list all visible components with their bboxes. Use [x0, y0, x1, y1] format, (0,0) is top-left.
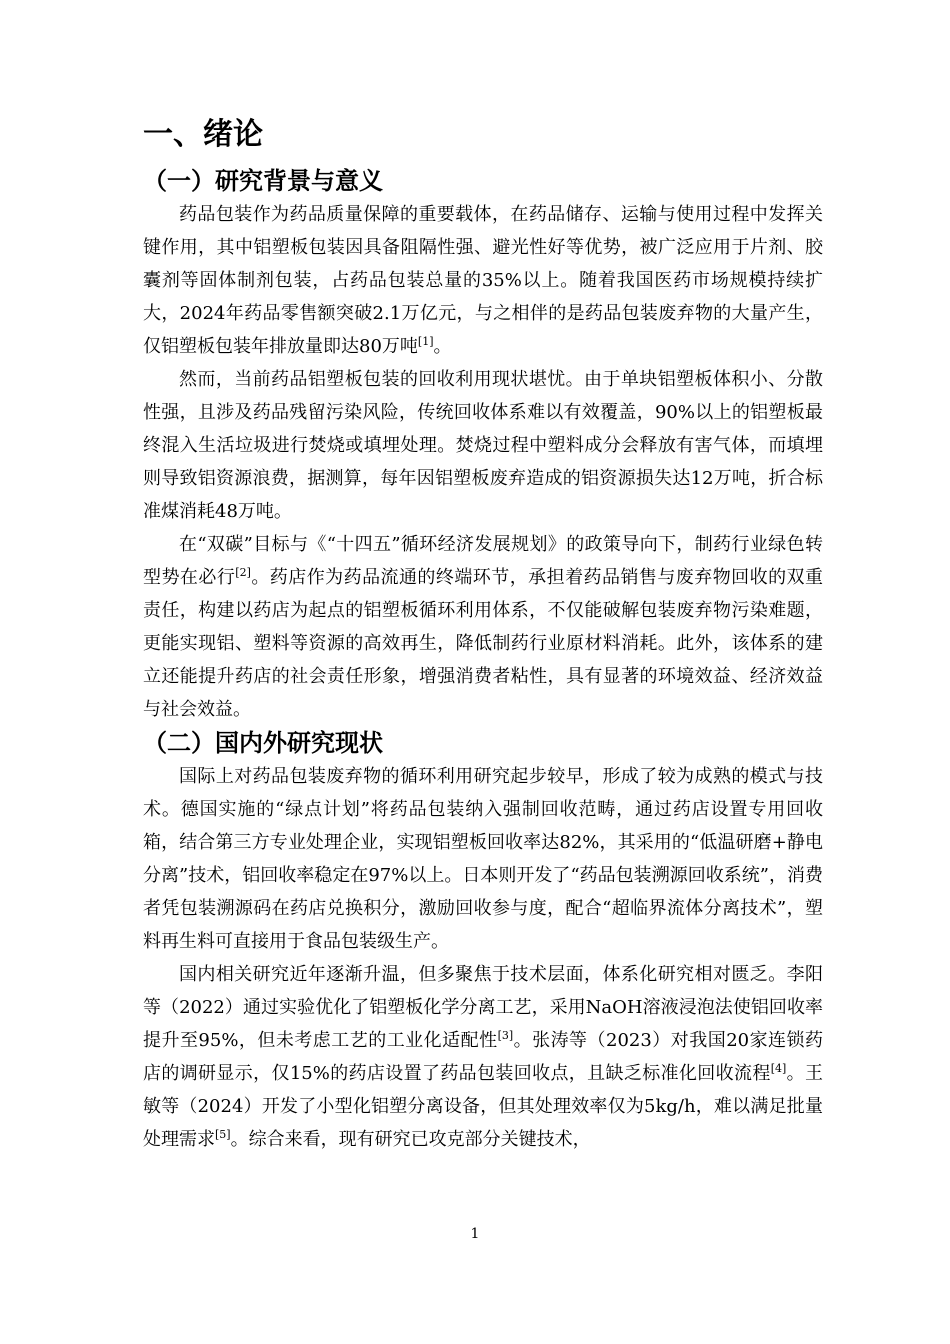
- page-number: 1: [470, 1226, 480, 1242]
- page-content: [143, 114, 823, 1156]
- body-paragraph: 国际上对药品包装废弃物的循环利用研究起步较早，形成了较为成熟的模式与技术。德国实施的“绿点计划”将药品包装纳入强制回收范畴，通过药店设置专用回收箱，结合第三方专业处理企业，实现铝塑板回收率达82%，其采用的“低温研磨+静电分离”技术，铝回收率稳定在97%以上。日本则开发了“药品包装溯源回收系统”，消费者凭包装溯源码在药店兑换积分，激励回收参与度，配合“超临界流体分离技术”，塑料再生料可直接用于食品包装级生产。: [143, 766, 823, 952]
- citation-marker: [4]: [770, 1062, 787, 1075]
- citation-marker: [3]: [497, 1029, 514, 1042]
- sections-container: [143, 164, 823, 1156]
- section-heading: （一）研究背景与意义: [143, 167, 383, 195]
- citation-marker: [1]: [417, 335, 434, 348]
- citation-marker: [2]: [235, 566, 251, 579]
- citation-marker: [5]: [215, 1128, 231, 1141]
- body-paragraph: 国内相关研究近年逐渐升温，但多聚焦于技术层面，体系化研究相对匮乏。李阳等（2022）通过实验优化了铝塑板化学分离工艺，采用NaOH溶液浸泡法使铝回收率提升至95%，但未考虑工艺的工业化适配性[3]。张涛等（2023）对我国20家连锁药店的调研显示，仅15%的药店设置了药品包装回收点，且缺乏标准化回收流程[4]。王敏等（2024）开发了小型化铝塑分离设备，但其处理效率仅为5kg/h，难以满足批量处理需求[5]。综合来看，现有研究已攻克部分关键技术，: [143, 964, 823, 1150]
- body-paragraph: 在“双碳”目标与《“十四五”循环经济发展规划》的政策导向下，制药行业绿色转型势在必行[2]。药店作为药品流通的终端环节，承担着药品销售与废弃物回收的双重责任，构建以药店为起点的铝塑板循环利用体系，不仅能破解包装废弃物污染难题，更能实现铝、塑料等资源的高效再生，降低制药行业原材料消耗。此外，该体系的建立还能提升药店的社会责任形象，增强消费者粘性，具有显著的环境效益、经济效益与社会效益。: [143, 534, 823, 720]
- body-paragraph: 然而，当前药品铝塑板包装的回收利用现状堪忧。由于单块铝塑板体积小、分散性强，且涉及药品残留污染风险，传统回收体系难以有效覆盖，90%以上的铝塑板最终混入生活垃圾进行焚烧或填埋处理。焚烧过程中塑料成分会释放有害气体，而填埋则导致铝资源浪费，据测算，每年因铝塑板废弃造成的铝资源损失达12万吨，折合标准煤消耗48万吨。: [143, 369, 823, 522]
- section-heading: （二）国内外研究现状: [143, 729, 383, 757]
- chapter-heading: 一、绪论: [143, 117, 263, 152]
- body-paragraph: 药品包装作为药品质量保障的重要载体，在药品储存、运输与使用过程中发挥关键作用，其中铝塑板包装因具备阻隔性强、避光性好等优势，被广泛应用于片剂、胶囊剂等固体制剂包装，占药品包装总量的35%以上。随着我国医药市场规模持续扩大，2024年药品零售额突破2.1万亿元，与之相伴的是药品包装废弃物的大量产生，仅铝塑板包装年排放量即达80万吨[1]。: [143, 204, 823, 357]
